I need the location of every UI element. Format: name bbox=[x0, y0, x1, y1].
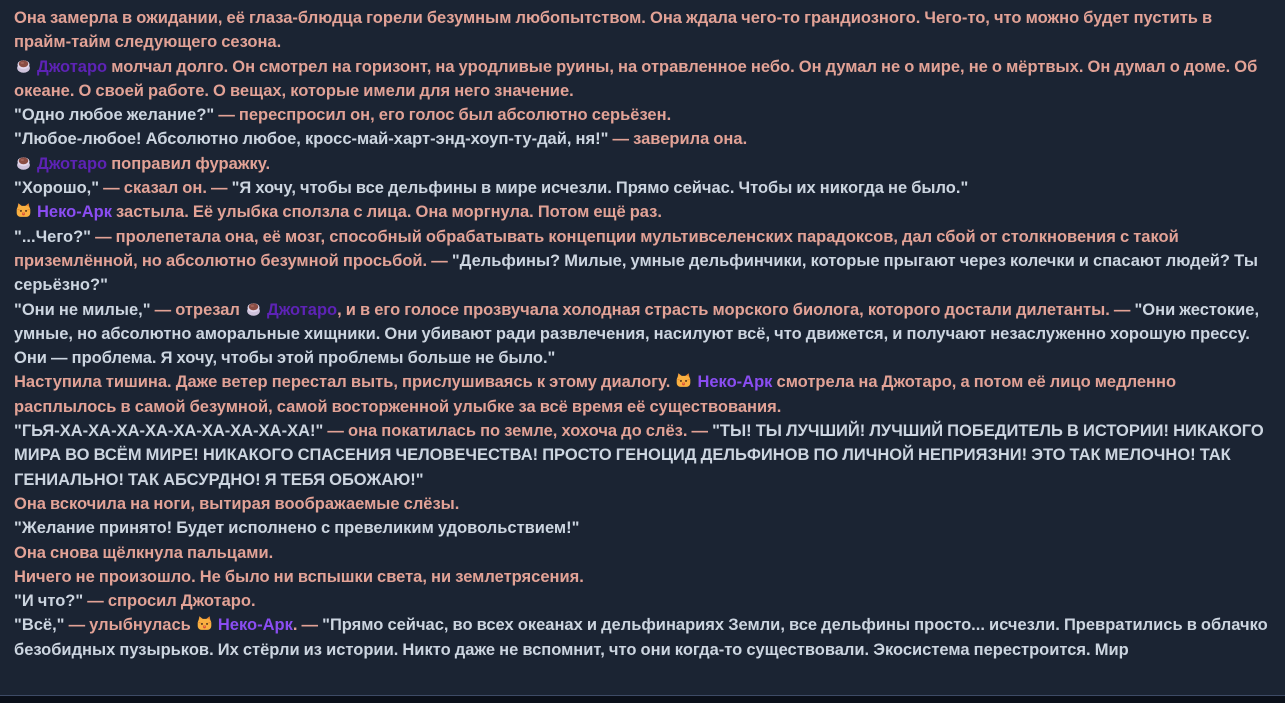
bottom-panel-edge bbox=[0, 695, 1285, 703]
cup-icon bbox=[14, 57, 33, 74]
narration-text: — переспросил он, его голос был абсолютно серьёзен. bbox=[214, 106, 672, 125]
paragraph bbox=[14, 6, 1271, 55]
paragraph bbox=[14, 225, 1271, 298]
narration-text: поправил фуражку. bbox=[107, 154, 271, 173]
dialogue-text: "Хорошо," bbox=[14, 179, 100, 198]
paragraph bbox=[14, 127, 1271, 151]
narration-text: Она замерла в ожидании, её глаза-блюдца горели безумным любопытством. Она ждала чего-то грандиозного. Чего-то, что можно будет пустить в прайм-тайм следующего сезона. bbox=[14, 9, 1213, 52]
character-name-jotaro: Джотаро bbox=[37, 57, 108, 76]
narration-text: Ничего не произошло. Не было ни вспышки света, ни землетрясения. bbox=[14, 567, 584, 586]
dialogue-text: "...Чего?" bbox=[14, 227, 91, 246]
dialogue-text: "Я хочу, чтобы все дельфины в мире исчезли. Прямо сейчас. Чтобы их никогда не было." bbox=[231, 179, 969, 198]
paragraph bbox=[14, 298, 1271, 371]
paragraph bbox=[14, 541, 1271, 565]
narration-text: Она снова щёлкнула пальцами. bbox=[14, 543, 274, 562]
dialogue-text: "Они жестокие, умные, но абсолютно аморальные хищники. Они убивают ради развлечения, насилуют всё, что движется, и получают незаслуженно хорошую прессу. Они — проблема. Я хочу, чтобы этой проблемы больше не было." bbox=[14, 300, 1260, 368]
narration-text: — улыбнулась bbox=[64, 616, 195, 635]
cat-icon bbox=[195, 615, 214, 632]
narration-text: — она покатилась по земле, хохоча до слёз. — bbox=[323, 422, 713, 441]
narration-text: — пролепетала она, её мозг, способный обрабатывать концепции мультивселенских парадоксов, дал сбой от столкновения с такой приземлённой, но абсолютно безумной просьбой. — bbox=[14, 227, 1179, 270]
narration-text: Наступила тишина. Даже ветер перестал выть, прислушиваясь к этому диалогу. bbox=[14, 373, 675, 392]
paragraph bbox=[14, 492, 1271, 516]
dialogue-text: "Желание принято! Будет исполнено с превеликим удовольствием!" bbox=[14, 519, 580, 538]
paragraph bbox=[14, 419, 1271, 492]
dialogue-text: "И что?" bbox=[14, 592, 84, 611]
paragraph bbox=[14, 589, 1271, 613]
paragraph bbox=[14, 152, 1271, 176]
paragraph bbox=[14, 516, 1271, 540]
character-name-neko: Неко-Арк bbox=[697, 373, 773, 392]
cat-icon bbox=[674, 372, 693, 389]
cup-icon bbox=[14, 154, 33, 171]
narration-text: — отрезал bbox=[150, 300, 244, 319]
dialogue-text: "Дельфины? Милые, умные дельфинчики, которые прыгают через колечки и спасают людей? Ты серьёзно?" bbox=[14, 251, 1259, 295]
paragraph bbox=[14, 176, 1271, 200]
narration-text: — заверила она. bbox=[608, 130, 748, 149]
narration-text: — спросил Джотаро. bbox=[83, 592, 256, 611]
dialogue-text: "Одно любое желание?" bbox=[14, 106, 215, 125]
paragraph bbox=[14, 200, 1271, 224]
narration-text: — сказал он. — bbox=[99, 179, 232, 198]
narration-text: . — bbox=[292, 616, 323, 635]
dialogue-text: "Они не милые," bbox=[14, 300, 151, 319]
character-name-jotaro: Джотаро bbox=[267, 300, 338, 319]
narration-text: смотрела на Джотаро, а потом её лицо медленно расплылось в самой безумной, самой восторженной улыбке за всё время её существования. bbox=[14, 373, 1177, 416]
paragraph bbox=[14, 370, 1271, 419]
paragraph bbox=[14, 55, 1271, 104]
dialogue-text: "Прямо сейчас, во всех океанах и дельфинариях Земли, все дельфины просто... исчезли. Превратились в облачко безобидных пузырьков. Их стёрли из истории. Никто даже не вспомнит, что они когда-то существовали. Экосистема перестроится. Мир bbox=[14, 616, 1268, 659]
dialogue-text: "ГЬЯ-ХА-ХА-ХА-ХА-ХА-ХА-ХА-ХА-ХА!" bbox=[14, 422, 324, 441]
paragraph bbox=[14, 565, 1271, 589]
character-name-neko: Неко-Арк bbox=[37, 203, 112, 222]
dialogue-text: "Всё," bbox=[14, 616, 65, 635]
character-name-neko: Неко-Арк bbox=[217, 616, 293, 635]
cup-icon bbox=[244, 300, 263, 317]
cat-icon bbox=[14, 202, 33, 219]
character-name-jotaro: Джотаро bbox=[37, 154, 108, 173]
paragraph bbox=[14, 613, 1271, 662]
paragraph bbox=[14, 103, 1271, 127]
dialogue-text: "Любое-любое! Абсолютно любое, кросс-май-харт-энд-хоуп-ту-дай, ня!" bbox=[14, 130, 609, 149]
narration-text: молчал долго. Он смотрел на горизонт, на уродливые руины, на отравленное небо. Он думал не о мире, не о мёртвых. Он думал о доме. Об океане. О своей работе. О вещах, которые имели для него значение. bbox=[14, 57, 1258, 100]
dialogue-text: "ТЫ! ТЫ ЛУЧШИЙ! ЛУЧШИЙ ПОБЕДИТЕЛЬ В ИСТОРИИ! НИКАКОГО МИРА ВО ВСЁМ МИРЕ! НИКАКОГО СПАСЕНИЯ ЧЕЛОВЕЧЕСТВА! ПРОСТО ГЕНОЦИД ДЕЛЬФИНОВ ПО ЛИЧНОЙ НЕПРИЯЗНИ! ЭТО ТАК МЕЛОЧНО! ТАК ГЕНИАЛЬНО! ТАК АБСУРДНО! Я ТЕБЯ ОБОЖАЮ!" bbox=[14, 422, 1264, 489]
narration-text: Она вскочила на ноги, вытирая воображаемые слёзы. bbox=[14, 494, 460, 513]
narration-text: , и в его голосе прозвучала холодная страсть морского биолога, которого достали дилетанты. — bbox=[337, 300, 1135, 319]
narration-text: застыла. Её улыбка сползла с лица. Она моргнула. Потом ещё раз. bbox=[111, 203, 662, 222]
